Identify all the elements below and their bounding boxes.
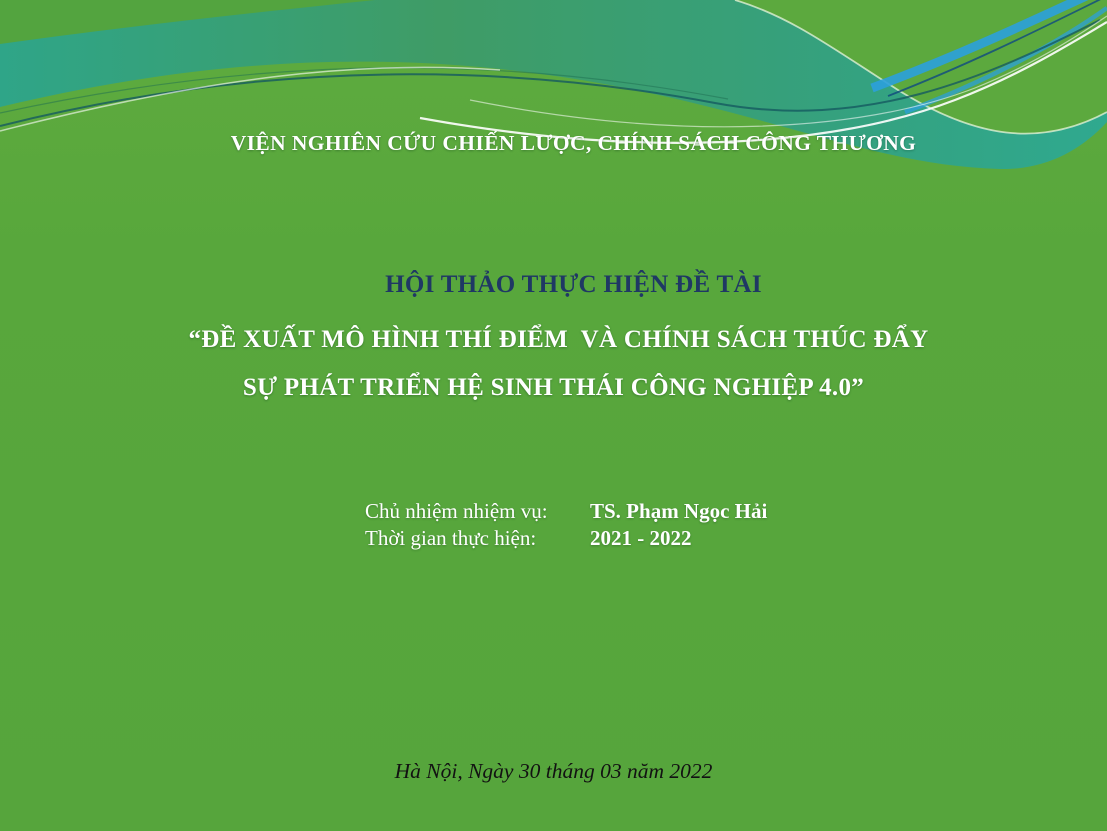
duration-row <box>365 525 767 552</box>
lead-row <box>365 498 767 525</box>
project-title-line-1: “ĐỀ XUẤT MÔ HÌNH THÍ ĐIỂM VÀ CHÍNH SÁCH THÚC ĐẨY <box>188 326 929 353</box>
duration-value: 2021 - 2022 <box>590 526 692 550</box>
project-title-line-2: SỰ PHÁT TRIỂN HỆ SINH THÁI CÔNG NGHIỆP 4.0” <box>242 374 865 401</box>
lead-label: Chủ nhiệm nhiệm vụ: <box>365 499 548 523</box>
workshop-title: HỘI THẢO THỰC HIỆN ĐỀ TÀI <box>385 271 762 298</box>
lead-value: TS. Phạm Ngọc Hải <box>590 499 768 523</box>
date-location-line: Hà Nội, Ngày 30 tháng 03 năm 2022 <box>394 759 713 783</box>
duration-label: Thời gian thực hiện: <box>365 526 537 550</box>
institution-name: VIỆN NGHIÊN CỨU CHIẾN LƯỢC, CHÍNH SÁCH CÔNG THƯƠNG <box>230 131 917 155</box>
project-info-block <box>365 498 767 552</box>
